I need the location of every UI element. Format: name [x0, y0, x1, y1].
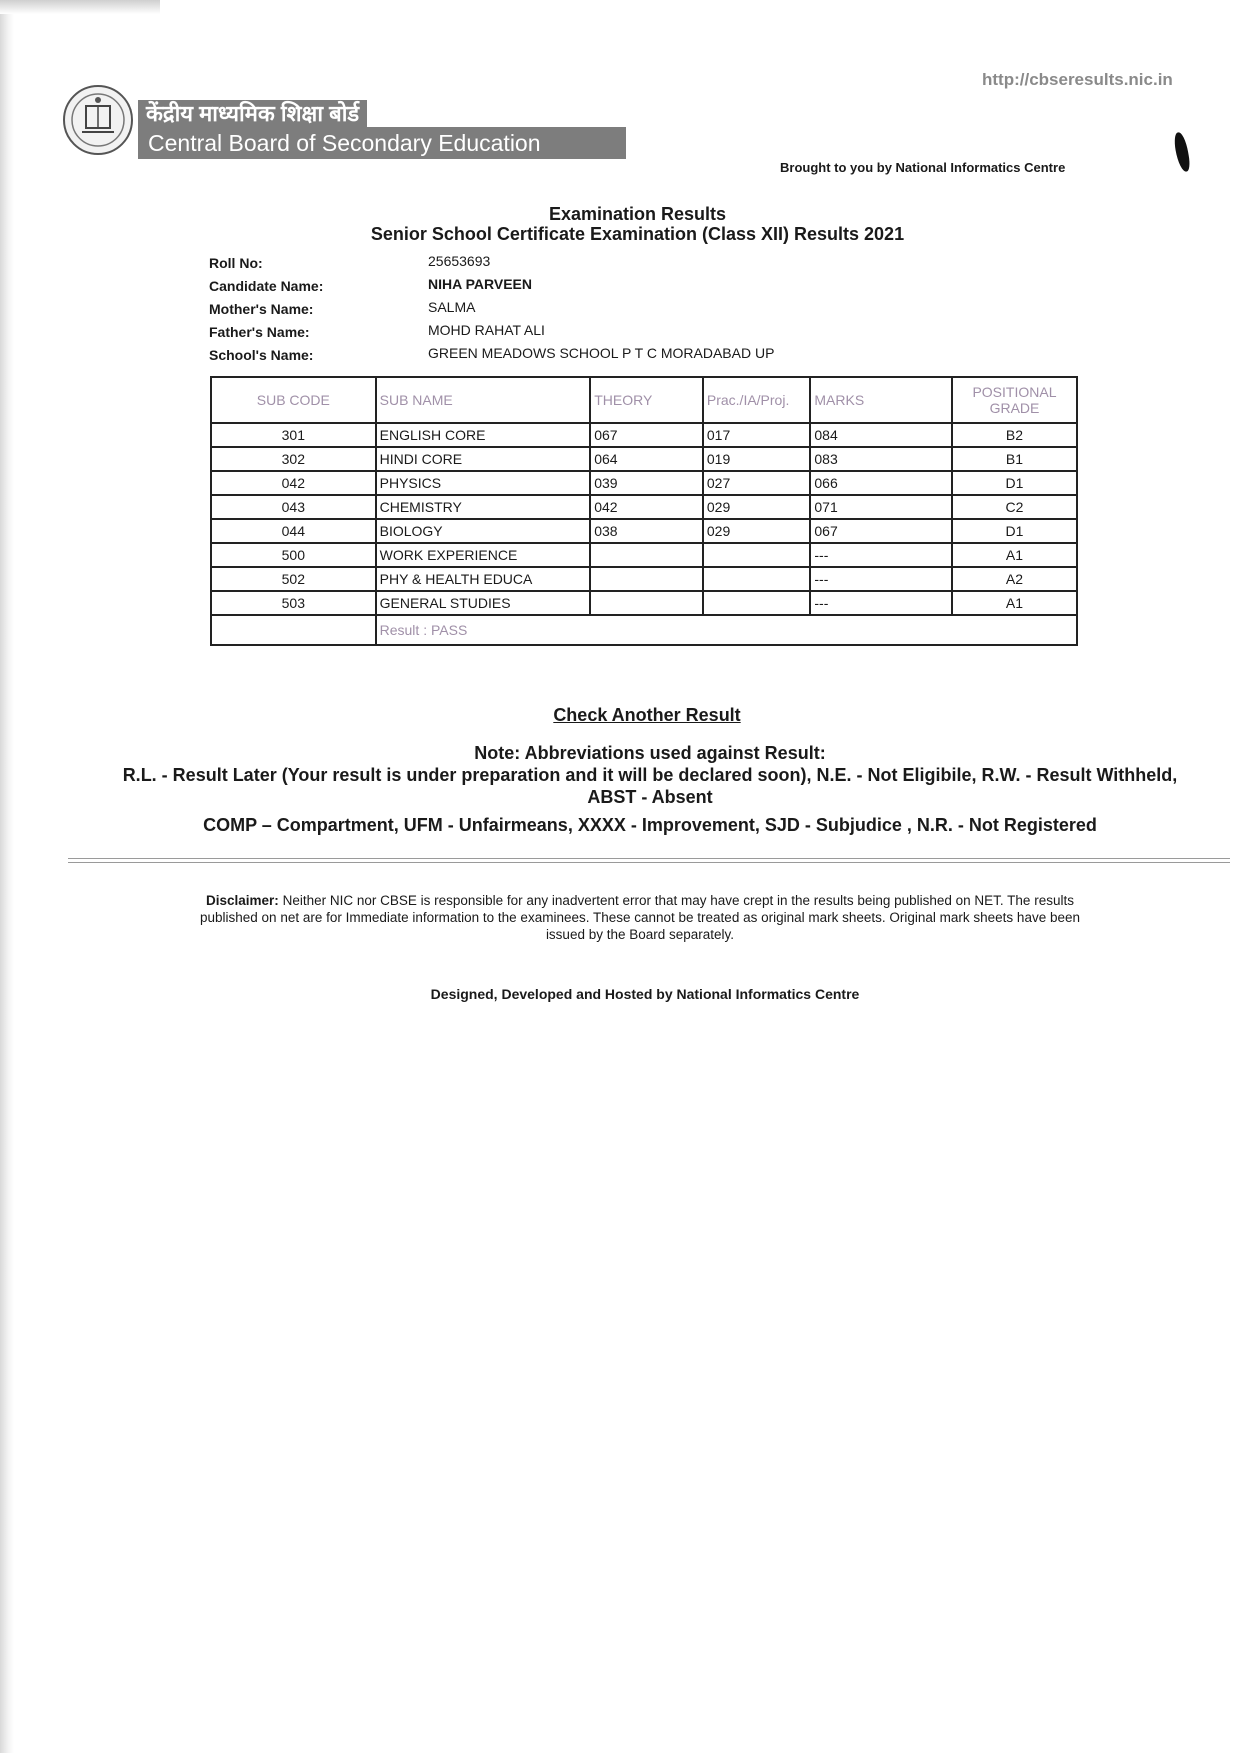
notes-line-2: ABST - Absent [587, 787, 713, 807]
designed-by-text: Designed, Developed and Hosted by National Informatics Centre [430, 986, 860, 1002]
table-row [211, 567, 1077, 591]
marks-cell: 084 [810, 423, 952, 447]
disclaimer-text: Neither NIC nor CBSE is responsible for any inadvertent error that may have crept in the results being published on NET. The results published on net are for Immediate information to the examinees. These cannot be treated as original mark sheets. Original mark sheets have been issued by the Board separately. [200, 893, 1080, 942]
header-sub-name: SUB NAME [376, 377, 591, 423]
notes-heading: Note: Abbreviations used against Result: [474, 743, 826, 763]
sub-name-cell: BIOLOGY [376, 519, 591, 543]
sub-code-cell: 503 [211, 591, 376, 615]
marks-cell: 066 [810, 471, 952, 495]
school-name-value: GREEN MEADOWS SCHOOL P T C MORADABAD UP [428, 345, 775, 361]
disclaimer-label: Disclaimer: [206, 893, 279, 908]
board-banner [138, 100, 626, 159]
roll-value: 25653693 [428, 253, 491, 269]
result-status: Result : PASS [376, 615, 1077, 645]
theory-cell: 039 [590, 471, 703, 495]
scan-edge-shadow [0, 0, 14, 1753]
header-marks: MARKS [810, 377, 952, 423]
table-row [211, 543, 1077, 567]
prac-cell [703, 591, 811, 615]
marks-cell: --- [810, 567, 952, 591]
marks-cell: --- [810, 591, 952, 615]
sub-code-cell: 500 [211, 543, 376, 567]
sub-name-cell: HINDI CORE [376, 447, 591, 471]
sub-name-cell: PHYSICS [376, 471, 591, 495]
table-row [211, 471, 1077, 495]
sub-code-cell: 044 [211, 519, 376, 543]
grade-cell: A1 [952, 543, 1077, 567]
board-name-hindi: केंद्रीय माध्यमिक शिक्षा बोर्ड [138, 100, 367, 127]
ink-blot [1173, 131, 1192, 172]
candidate-name-value: NIHA PARVEEN [428, 276, 532, 292]
theory-cell: 064 [590, 447, 703, 471]
abbreviation-notes [70, 742, 1230, 836]
theory-cell: 038 [590, 519, 703, 543]
prac-cell: 029 [703, 495, 811, 519]
prac-cell: 017 [703, 423, 811, 447]
exam-title: Senior School Certificate Examination (Class XII) Results 2021 [370, 224, 905, 244]
table-row [211, 591, 1077, 615]
sub-code-cell: 301 [211, 423, 376, 447]
table-header-row [211, 377, 1077, 423]
notes-line-1: R.L. - Result Later (Your result is under preparation and it will be declared soon), N.E. - Not Eligibile, R.W. - Result Withheld, [122, 765, 1178, 785]
marks-cell: --- [810, 543, 952, 567]
grade-cell: A2 [952, 567, 1077, 591]
theory-cell [590, 591, 703, 615]
brought-by-text: Brought to you by National Informatics Centre [780, 160, 1066, 175]
table-row [211, 519, 1077, 543]
prac-cell [703, 543, 811, 567]
check-another-result-link[interactable]: Check Another Result [553, 705, 741, 725]
grade-cell: A1 [952, 591, 1077, 615]
father-name-value: MOHD RAHAT ALI [428, 322, 545, 338]
sub-name-cell: GENERAL STUDIES [376, 591, 591, 615]
theory-cell [590, 567, 703, 591]
theory-cell: 042 [590, 495, 703, 519]
result-empty-cell [211, 615, 376, 645]
sub-code-cell: 042 [211, 471, 376, 495]
table-row [211, 447, 1077, 471]
sub-code-cell: 302 [211, 447, 376, 471]
sub-name-cell: CHEMISTRY [376, 495, 591, 519]
prac-cell: 029 [703, 519, 811, 543]
grade-cell: D1 [952, 471, 1077, 495]
notes-line-3: COMP – Compartment, UFM - Unfairmeans, XXXX - Improvement, SJD - Subjudice , N.R. - Not Registered [203, 815, 1097, 835]
sub-code-cell: 043 [211, 495, 376, 519]
header-prac: Prac./IA/Proj. [703, 377, 811, 423]
sub-name-cell: PHY & HEALTH EDUCA [376, 567, 591, 591]
prac-cell: 027 [703, 471, 811, 495]
scan-corner-shadow [0, 0, 160, 14]
mother-name-label: Mother's Name: [209, 301, 314, 317]
grade-cell: B2 [952, 423, 1077, 447]
header-grade: POSITIONAL GRADE [952, 377, 1077, 423]
marks-cell: 067 [810, 519, 952, 543]
sub-name-cell: ENGLISH CORE [376, 423, 591, 447]
marks-cell: 071 [810, 495, 952, 519]
section-divider [68, 858, 1230, 863]
page-title: Examination Results [548, 204, 727, 224]
table-row [211, 423, 1077, 447]
marks-table [210, 376, 1078, 646]
candidate-name-label: Candidate Name: [209, 278, 324, 294]
mother-name-value: SALMA [428, 299, 476, 315]
cbse-emblem-icon [62, 84, 134, 156]
sub-code-cell: 502 [211, 567, 376, 591]
theory-cell [590, 543, 703, 567]
grade-cell: B1 [952, 447, 1077, 471]
roll-label: Roll No: [209, 255, 263, 271]
header-theory: THEORY [590, 377, 703, 423]
result-row [211, 615, 1077, 645]
board-name-english: Central Board of Secondary Education [138, 127, 626, 159]
sub-name-cell: WORK EXPERIENCE [376, 543, 591, 567]
header-sub-code: SUB CODE [211, 377, 376, 423]
table-row [211, 495, 1077, 519]
prac-cell [703, 567, 811, 591]
father-name-label: Father's Name: [209, 324, 310, 340]
prac-cell: 019 [703, 447, 811, 471]
marks-cell: 083 [810, 447, 952, 471]
grade-cell: D1 [952, 519, 1077, 543]
disclaimer [200, 892, 1080, 943]
school-name-label: School's Name: [209, 347, 314, 363]
grade-cell: C2 [952, 495, 1077, 519]
theory-cell: 067 [590, 423, 703, 447]
cbse-results-link[interactable]: http://cbseresults.nic.in [982, 70, 1173, 89]
